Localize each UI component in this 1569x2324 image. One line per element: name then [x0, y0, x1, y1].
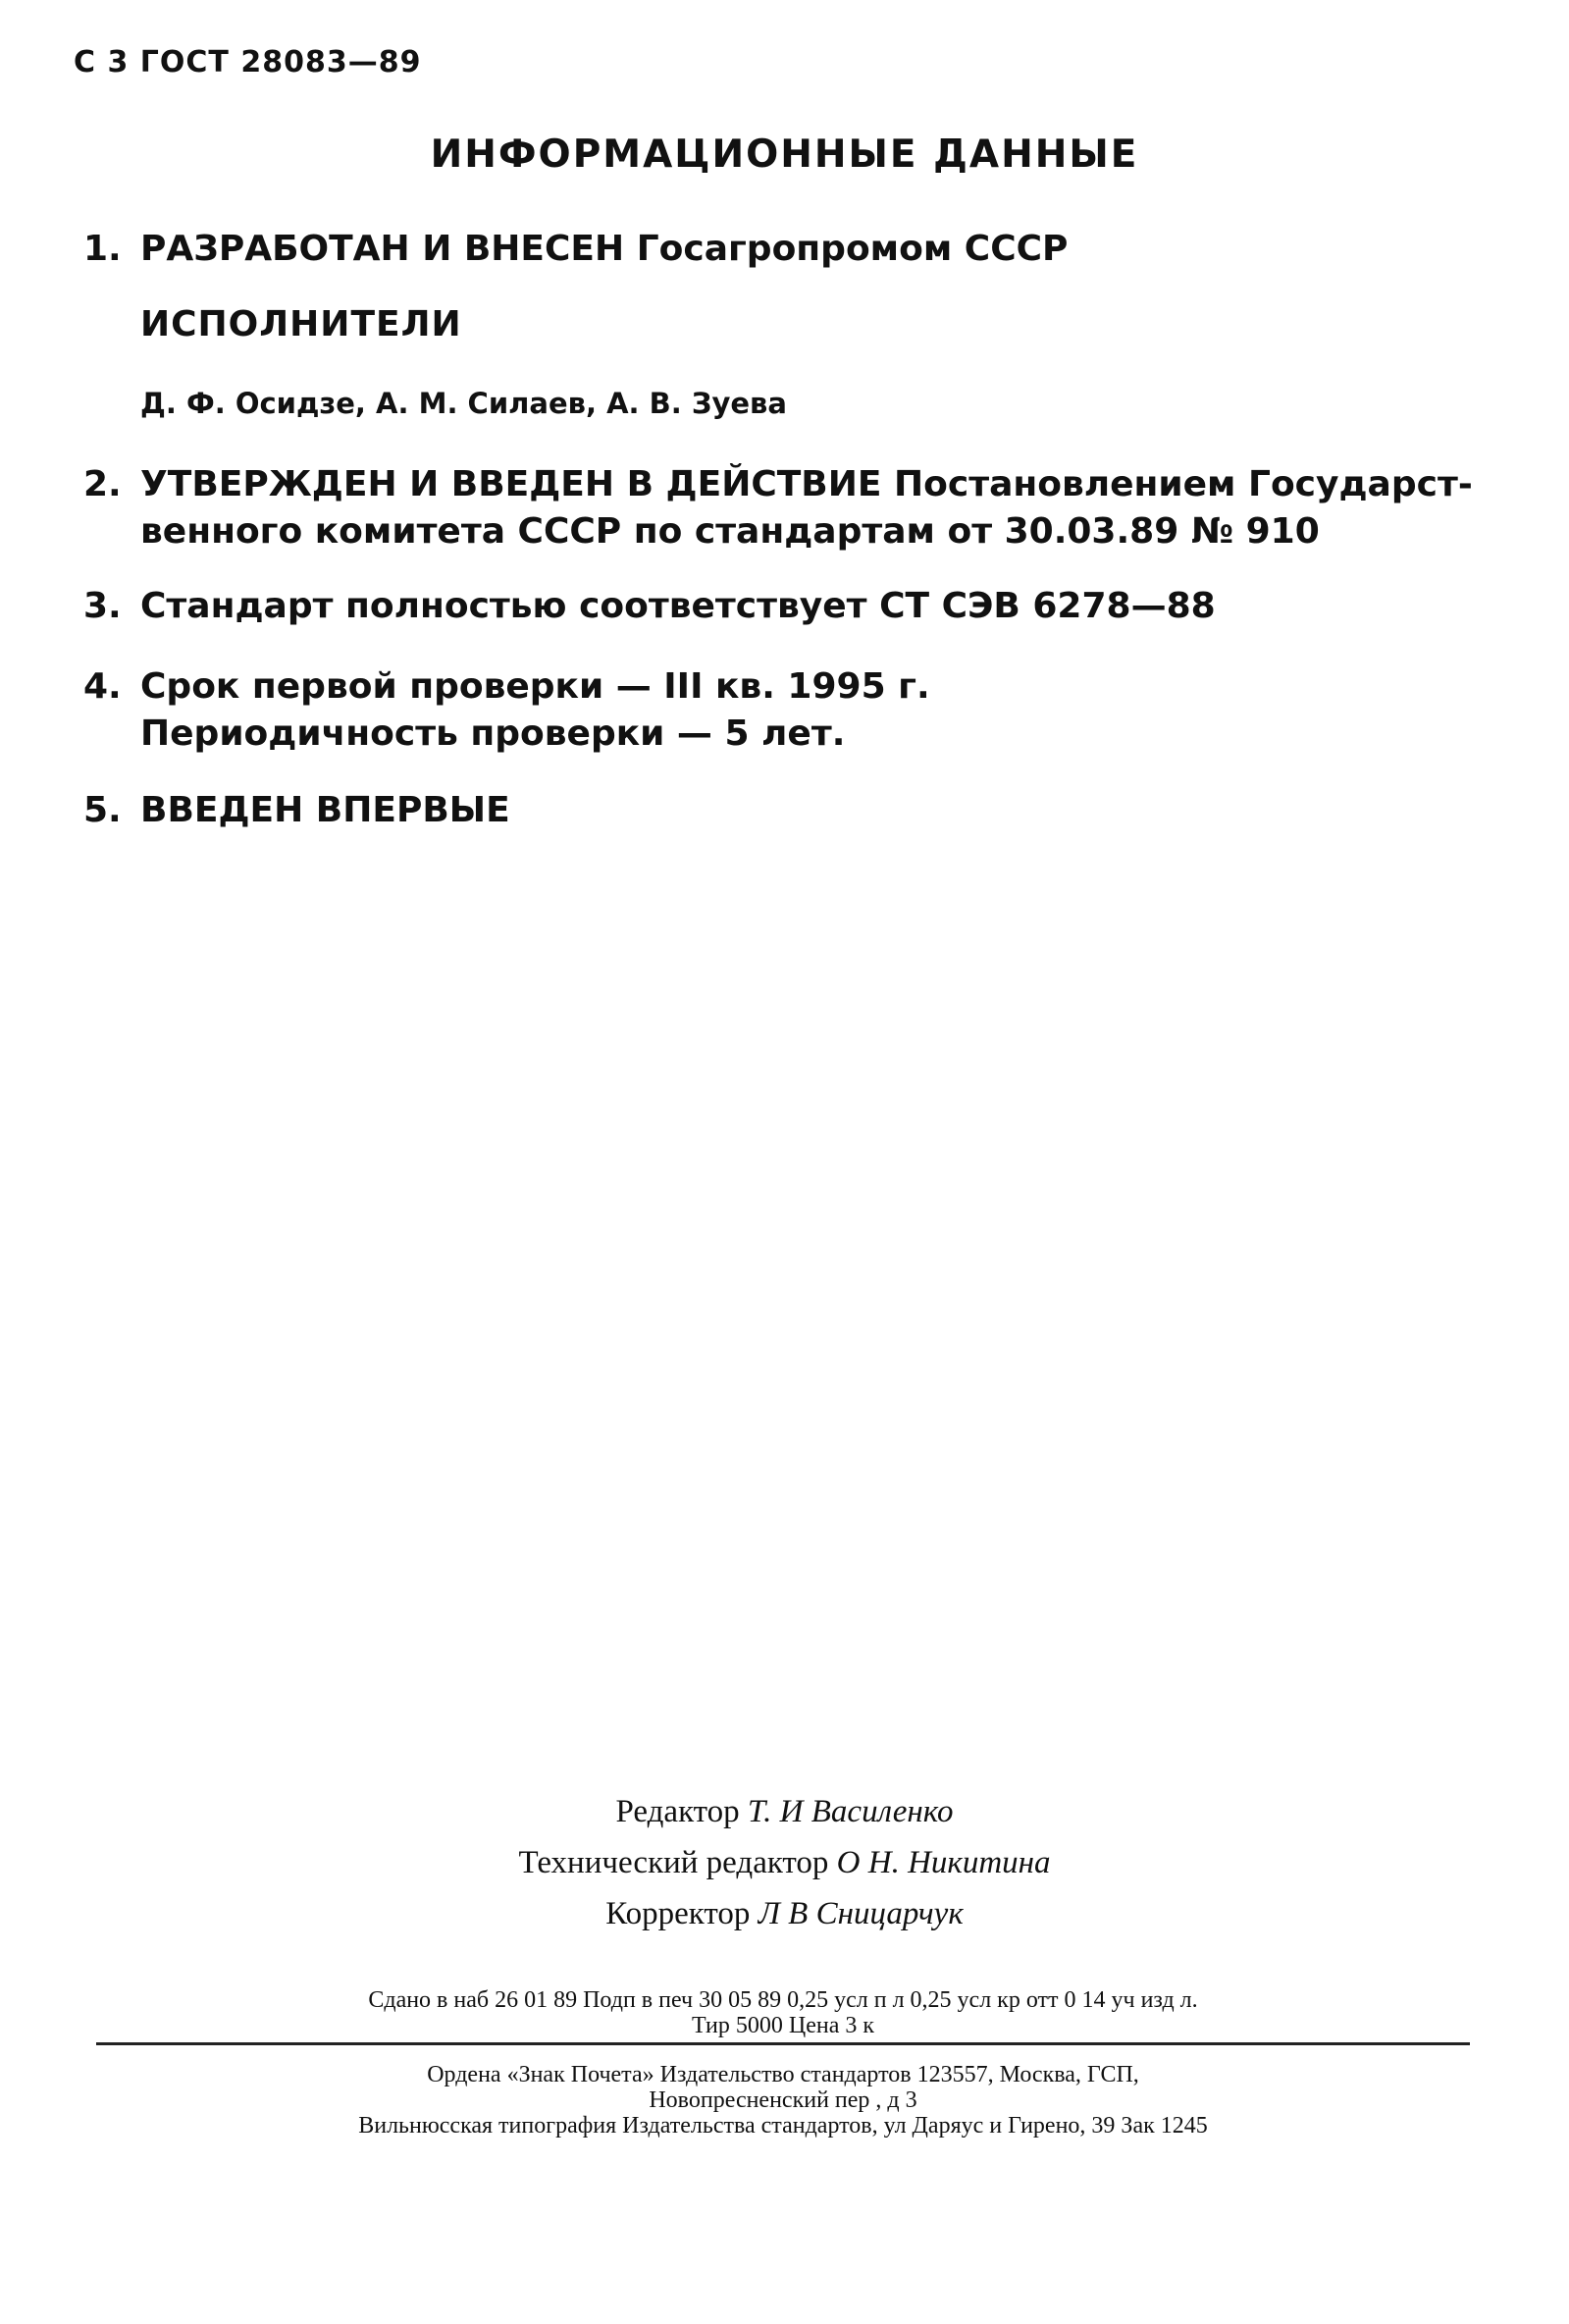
- item-text: Стандарт полностью соответствует СТ СЭВ 6278—88: [140, 586, 1216, 626]
- tech-editor-name: О Н. Никитина: [836, 1845, 1051, 1880]
- info-item-5: [83, 787, 510, 834]
- executors-names: Д. Ф. Осидзе, А. М. Силаев, А. В. Зуева: [140, 387, 787, 420]
- item-lead: РАЗРАБОТАН И ВНЕСЕН: [140, 229, 625, 269]
- publisher-line-3: Вильнюсская типография Издательства стандартов, ул Даряус и Гирено, 39 Зак 1245: [358, 2113, 1208, 2139]
- item-number: 4.: [83, 666, 122, 707]
- info-item-4: [83, 663, 930, 758]
- divider-line: [96, 2042, 1470, 2045]
- item-text-continuation: Периодичность проверки — 5 лет.: [140, 713, 846, 754]
- item-lead: ВВЕДЕН ВПЕРВЫЕ: [140, 790, 510, 830]
- item-text: Постановлением Государст-: [881, 464, 1473, 504]
- print-info-line-1: Сдано в наб 26 01 89 Подп в печ 30 05 89 0,25 усл п л 0,25 усл кр отт 0 14 уч изд л.: [368, 1987, 1198, 2013]
- editor-line: [0, 1786, 1569, 1837]
- publisher-line-2: Новопресненский пер , д 3: [649, 2087, 917, 2113]
- info-item-3: [83, 583, 1216, 630]
- executors-heading: ИСПОЛНИТЕЛИ: [140, 304, 462, 344]
- item-text: Срок первой проверки — III кв. 1995 г.: [140, 666, 930, 707]
- page-title: ИНФОРМАЦИОННЫЕ ДАННЫЕ: [430, 132, 1139, 177]
- editor-name: Т. И Василенко: [747, 1794, 954, 1829]
- item-number: 3.: [83, 586, 122, 626]
- item-number: 5.: [83, 790, 122, 830]
- corrector-name: Л В Сницарчук: [758, 1896, 964, 1931]
- print-info-line-2: Тир 5000 Цена 3 к: [691, 2013, 875, 2038]
- publisher-line-1: Ордена «Знак Почета» Издательство стандартов 123557, Москва, ГСП,: [427, 2062, 1139, 2087]
- item-lead: УТВЕРЖДЕН И ВВЕДЕН В ДЕЙСТВИЕ: [140, 464, 882, 504]
- editor-label: Редактор: [615, 1794, 740, 1829]
- credits-block: [0, 1786, 1569, 1939]
- item-text: Госагропромом СССР: [624, 229, 1069, 269]
- corrector-label: Корректор: [605, 1896, 751, 1931]
- page-code: С 3 ГОСТ 28083—89: [74, 45, 422, 79]
- tech-editor-line: [0, 1837, 1569, 1888]
- info-item-2: [83, 461, 1473, 555]
- item-text-continuation: венного комитета СССР по стандартам от 30.03.89 № 910: [140, 511, 1320, 552]
- corrector-line: [0, 1888, 1569, 1939]
- info-item-1: [83, 226, 1068, 273]
- item-number: 2.: [83, 464, 122, 504]
- tech-editor-label: Технический редактор: [518, 1845, 829, 1880]
- item-number: 1.: [83, 229, 122, 269]
